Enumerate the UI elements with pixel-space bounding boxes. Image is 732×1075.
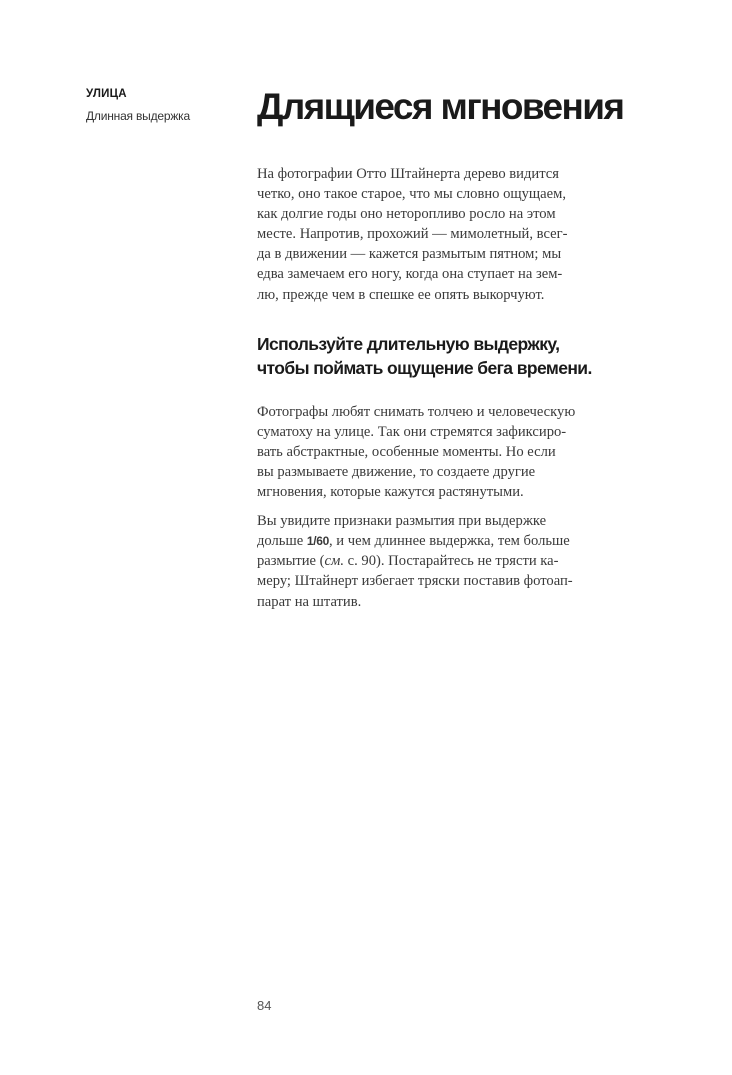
text-line: мгновения, которые кажутся растянутыми. [257,484,524,501]
body-paragraph [257,402,667,502]
section-sidebar [86,86,236,125]
subsection-label: Длинная выдержка [86,109,190,123]
shutter-speed-value: 1/60 [306,534,329,549]
text-line: парат на штатив. [257,593,362,610]
see-reference: см. [324,553,344,570]
text-line: Вы увидите признаки размытия при выдержке [257,513,547,530]
text-line: меру; Штайнерт избегает тряски поставив фотоап- [257,573,573,590]
page-number: 84 [257,998,272,1013]
subheading-line: Используйте длительную выдержку, [257,333,560,354]
page-title: Длящиеся мгновения [257,86,624,127]
text-line: На фотографии Отто Штайнерта дерево видится [257,166,559,182]
text-line: лю, прежде чем в спешке ее опять выкорчуют. [257,286,545,303]
subheading-line: чтобы поймать ощущение бега времени. [257,357,592,378]
text-line: да в движении — кажется размытым пятном; мы [257,246,562,263]
text-line [257,531,667,551]
text-fragment: размытие ( [257,553,325,570]
subheading [257,332,667,380]
text-line [257,551,667,571]
text-line: Фотографы любят снимать толчею и человеческую [257,403,576,420]
intro-paragraph [257,164,667,305]
text-line: четко, оно такое старое, что мы словно ощущаем, [257,186,566,203]
text-line: как долгие годы оно неторопливо росло на этом [257,206,556,223]
text-line: вать абстрактные, особенные моменты. Но если [257,443,556,460]
text-fragment: дольше [257,533,307,550]
text-line: суматоху на улице. Так они стремятся зафиксиро- [257,423,567,440]
text-fragment: , и чем длиннее выдержка, тем больше [329,533,570,550]
text-fragment: с. 90). Постарайтесь не трясти ка- [344,553,559,570]
main-content [257,84,667,612]
text-line: вы размываете движение, то создаете другие [257,463,536,480]
section-label: УЛИЦА [86,88,127,100]
text-line: едва замечаем его ногу, когда она ступает на зем- [257,266,563,283]
body-paragraph [257,511,667,611]
text-line: месте. Напротив, прохожий — мимолетный, всег- [257,226,568,243]
